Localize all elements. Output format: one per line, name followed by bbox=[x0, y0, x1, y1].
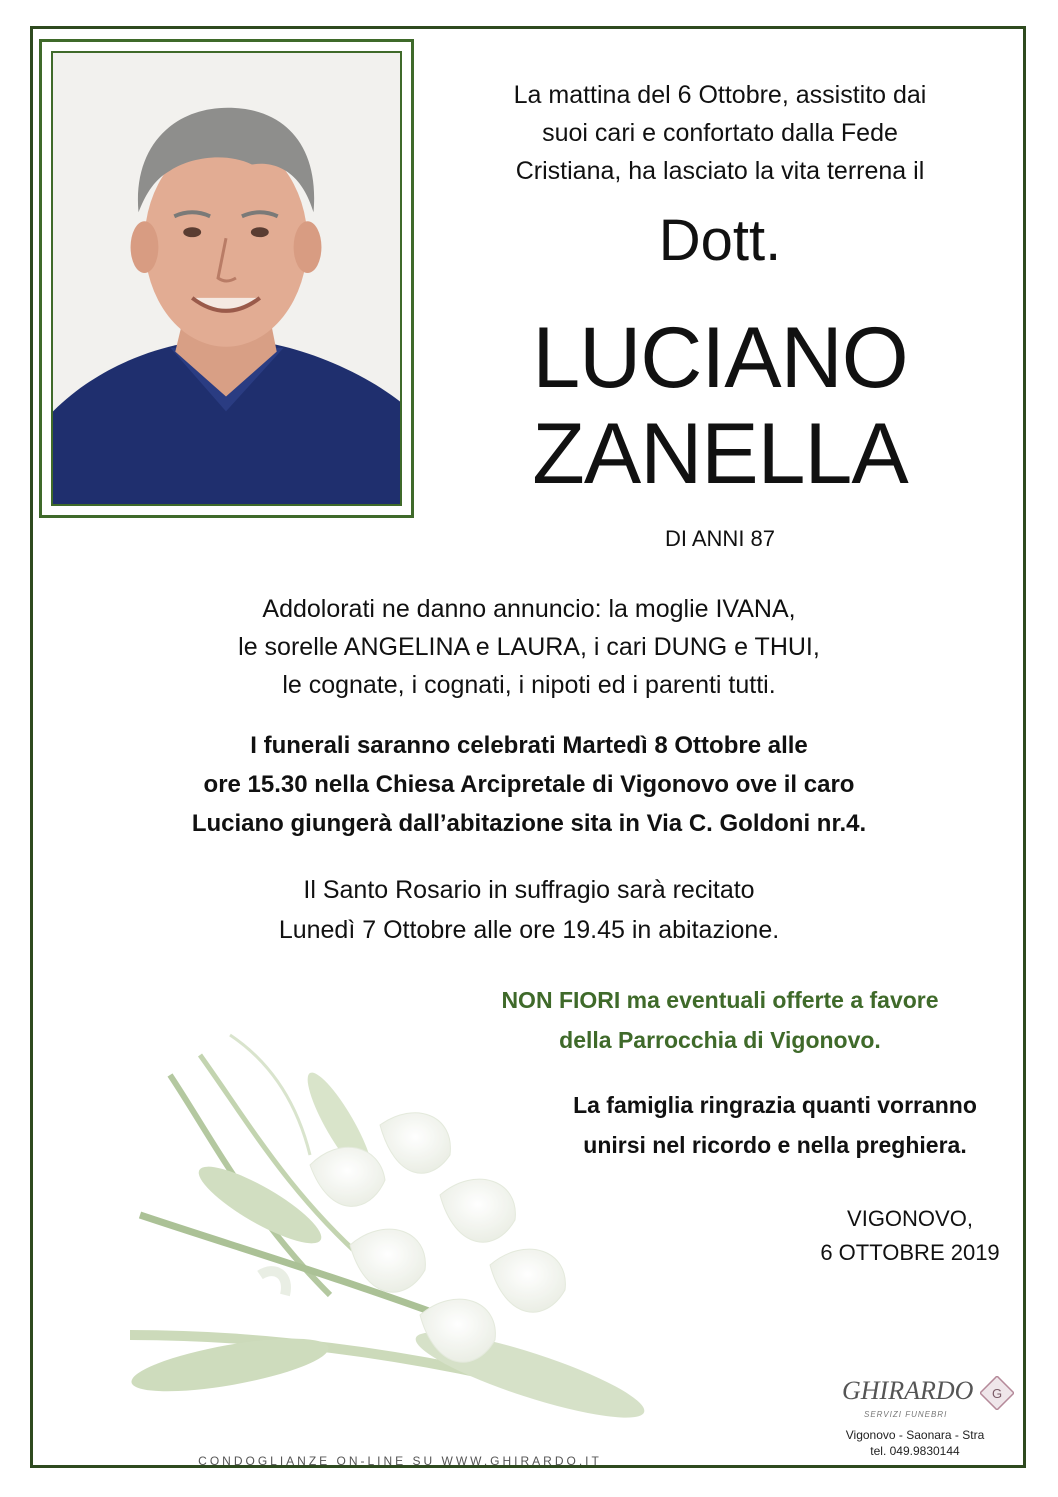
intro-line: La mattina del 6 Ottobre, assistito dai bbox=[513, 81, 927, 109]
logo-phone: tel. 049.9830144 bbox=[870, 1444, 960, 1458]
donation-line: NON FIORI ma eventuali offerte a favore bbox=[501, 987, 939, 1013]
condolences-link-text: CONDOGLIANZE ON-LINE SU WWW.GHIRARDO.IT bbox=[198, 1454, 602, 1468]
announcement-line: Addolorati ne danno annuncio: la moglie IVANA, bbox=[262, 595, 796, 623]
thanks-line: unirsi nel ricordo e nella preghiera. bbox=[583, 1132, 967, 1158]
rosary-details bbox=[40, 870, 1018, 950]
date-label: 6 OTTOBRE 2019 bbox=[820, 1240, 1000, 1265]
last-name: ZANELLA bbox=[532, 406, 908, 502]
place-label: VIGONOVO, bbox=[847, 1206, 973, 1231]
logo-mark-letter: G bbox=[991, 1386, 1003, 1401]
family-thanks bbox=[480, 1085, 1058, 1165]
announcement-line: le sorelle ANGELINA e LAURA, i cari DUNG e THUI, bbox=[238, 633, 820, 661]
funeral-home-logo bbox=[820, 1376, 1020, 1466]
announcement-line: le cognate, i cognati, i nipoti ed i parenti tutti. bbox=[282, 671, 776, 699]
funeral-details bbox=[40, 726, 1018, 843]
place-and-date bbox=[740, 1202, 1058, 1270]
portrait-photo bbox=[51, 51, 402, 506]
donation-line: della Parrocchia di Vigonovo. bbox=[559, 1027, 881, 1053]
first-name: LUCIANO bbox=[532, 310, 908, 406]
logo-diamond-icon bbox=[980, 1376, 1014, 1410]
deceased-name bbox=[440, 310, 1000, 502]
honorific-title: Dott. bbox=[658, 208, 782, 273]
funeral-line: I funerali saranno celebrati Martedì 8 Ottobre alle bbox=[250, 732, 808, 759]
thanks-line: La famiglia ringrazia quanti vorranno bbox=[573, 1092, 977, 1118]
rosary-line: Lunedì 7 Ottobre alle ore 19.45 in abitazione. bbox=[278, 916, 780, 944]
portrait-frame bbox=[39, 39, 414, 518]
funeral-line: Luciano giungerà dall’abitazione sita in Via C. Goldoni nr.4. bbox=[191, 810, 867, 837]
announcement-text bbox=[40, 590, 1018, 704]
logo-name: GHIRARDO bbox=[842, 1376, 974, 1405]
intro-text bbox=[440, 76, 1000, 190]
intro-line: Cristiana, ha lasciato la vita terrena il bbox=[515, 157, 925, 185]
rosary-line: Il Santo Rosario in suffragio sarà recitato bbox=[303, 876, 755, 904]
funeral-line: ore 15.30 nella Chiesa Arcipretale di Vigonovo ove il caro bbox=[203, 771, 855, 798]
lily-bouquet-image bbox=[110, 1015, 710, 1455]
age-label: DI ANNI 87 bbox=[664, 526, 776, 551]
intro-line: suoi cari e confortato dalla Fede bbox=[542, 119, 898, 147]
logo-subtitle: SERVIZI FUNEBRI bbox=[864, 1410, 948, 1419]
donation-note bbox=[400, 980, 1040, 1060]
logo-towns: Vigonovo - Saonara - Stra bbox=[845, 1428, 985, 1442]
